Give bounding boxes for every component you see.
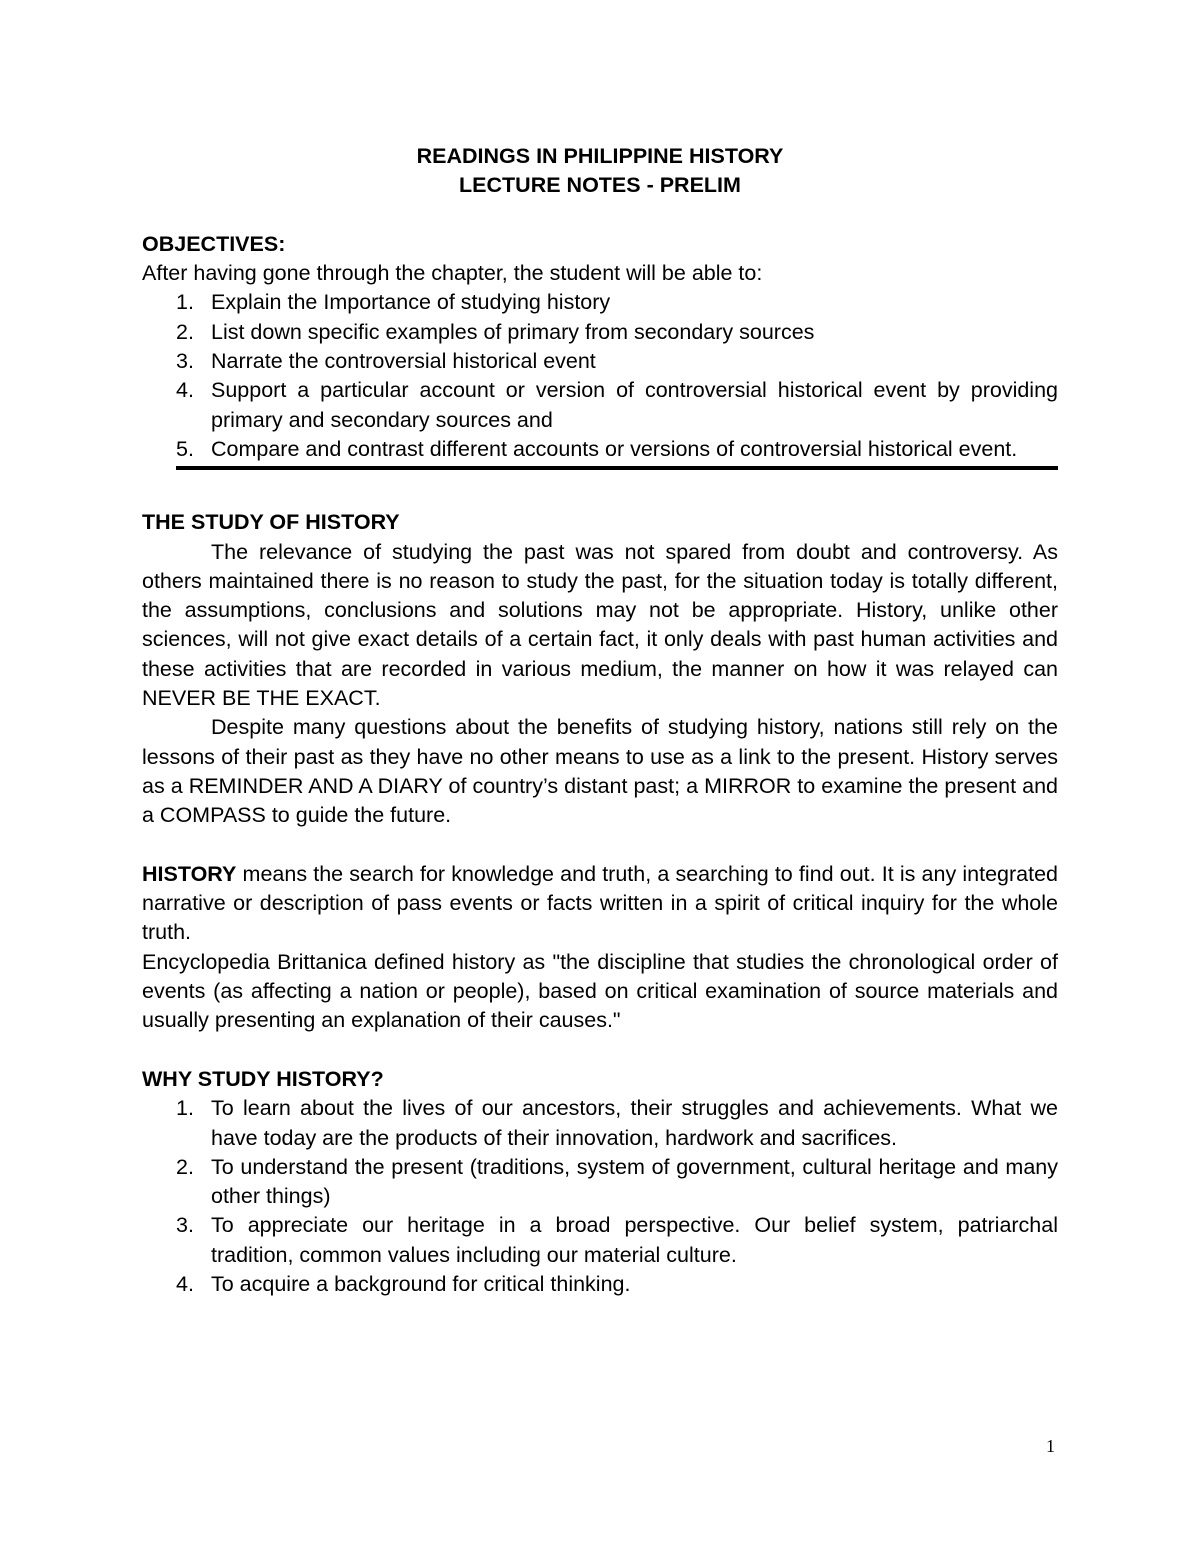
list-number: 1.: [176, 1096, 194, 1121]
list-number: 1.: [176, 290, 194, 315]
list-number: 4.: [176, 378, 194, 403]
objectives-list: [142, 288, 1058, 464]
list-item-text: To learn about the lives of our ancestors, their struggles and achievements. What we have today are the products of their innovation, hardwork and sacrifices.: [211, 1096, 1058, 1150]
study-heading: THE STUDY OF HISTORY: [142, 510, 400, 535]
page-number: 1: [1046, 1436, 1055, 1456]
list-item-text: Support a particular account or version of controversial historical event by providing primary and secondary sources and: [211, 378, 1058, 432]
list-item: [142, 1211, 1058, 1270]
list-item-text: Explain the Importance of studying history: [211, 290, 611, 315]
objectives-intro: After having gone through the chapter, the student will be able to:: [142, 261, 763, 286]
list-item: [142, 347, 1058, 376]
list-item-text: To acquire a background for critical thinking.: [211, 1271, 631, 1296]
list-number: 2.: [176, 319, 194, 344]
list-number: 3.: [176, 1213, 194, 1238]
list-number: 2.: [176, 1154, 194, 1179]
list-item: [142, 1270, 1058, 1299]
list-item: [142, 1153, 1058, 1212]
why-heading: WHY STUDY HISTORY?: [142, 1066, 384, 1091]
document-subtitle: LECTURE NOTES - PRELIM: [459, 173, 741, 198]
list-item-text: To appreciate our heritage in a broad perspective. Our belief system, patriarchal tradition, common values including our material culture.: [211, 1213, 1058, 1267]
objectives-heading: OBJECTIVES:: [142, 231, 286, 256]
list-item-text: List down specific examples of primary from secondary sources: [211, 319, 815, 344]
document-title: READINGS IN PHILIPPINE HISTORY: [416, 144, 784, 168]
study-paragraph-1: The relevance of studying the past was not spared from doubt and controversy. As others maintained there is no reason to study the past, for the situation today is totally different, the assumptions, conclusions and solutions may not be appropriate. History, unlike other sciences, will not give exact details of a certain fact, it only deals with past human activities and these activities that are recorded in various medium, the manner on how it was relayed can NEVER BE THE EXACT.: [142, 539, 1058, 711]
encyclopedia-definition: Encyclopedia Brittanica defined history as "the discipline that studies the chronological order of events (as affecting a nation or people), based on critical examination of source materials and usually presenting an explanation of their causes.": [142, 949, 1058, 1033]
list-number: 5.: [176, 436, 194, 461]
why-list: [142, 1094, 1058, 1299]
study-paragraph-2: Despite many questions about the benefits of studying history, nations still rely on the lessons of their past as they have no other means to use as a link to the present. History serves as a REMINDER AND A DIARY of country’s distant past; a MIRROR to examine the present and a COMPASS to guide the future.: [142, 715, 1058, 828]
list-item-text: To understand the present (traditions, system of government, cultural heritage and many other things): [211, 1154, 1058, 1209]
list-item-text: Compare and contrast different accounts or versions of controversial historical event.: [211, 436, 1018, 461]
list-item-text: Narrate the controversial historical event: [211, 349, 596, 374]
history-definition: [142, 860, 1058, 948]
list-item: [142, 318, 1058, 347]
list-item: [142, 288, 1058, 317]
list-number: 4.: [176, 1271, 194, 1296]
list-item: [142, 435, 1058, 464]
history-term: HISTORY: [142, 861, 237, 886]
list-item: [142, 376, 1058, 435]
document-body: [142, 142, 1058, 1299]
list-item: [142, 1094, 1058, 1153]
history-definition-text: means the search for knowledge and truth, a searching to find out. It is any integrated narrative or description of pass events or facts written in a spirit of critical inquiry for the whole truth.: [142, 861, 1058, 945]
list-number: 3.: [176, 349, 194, 374]
